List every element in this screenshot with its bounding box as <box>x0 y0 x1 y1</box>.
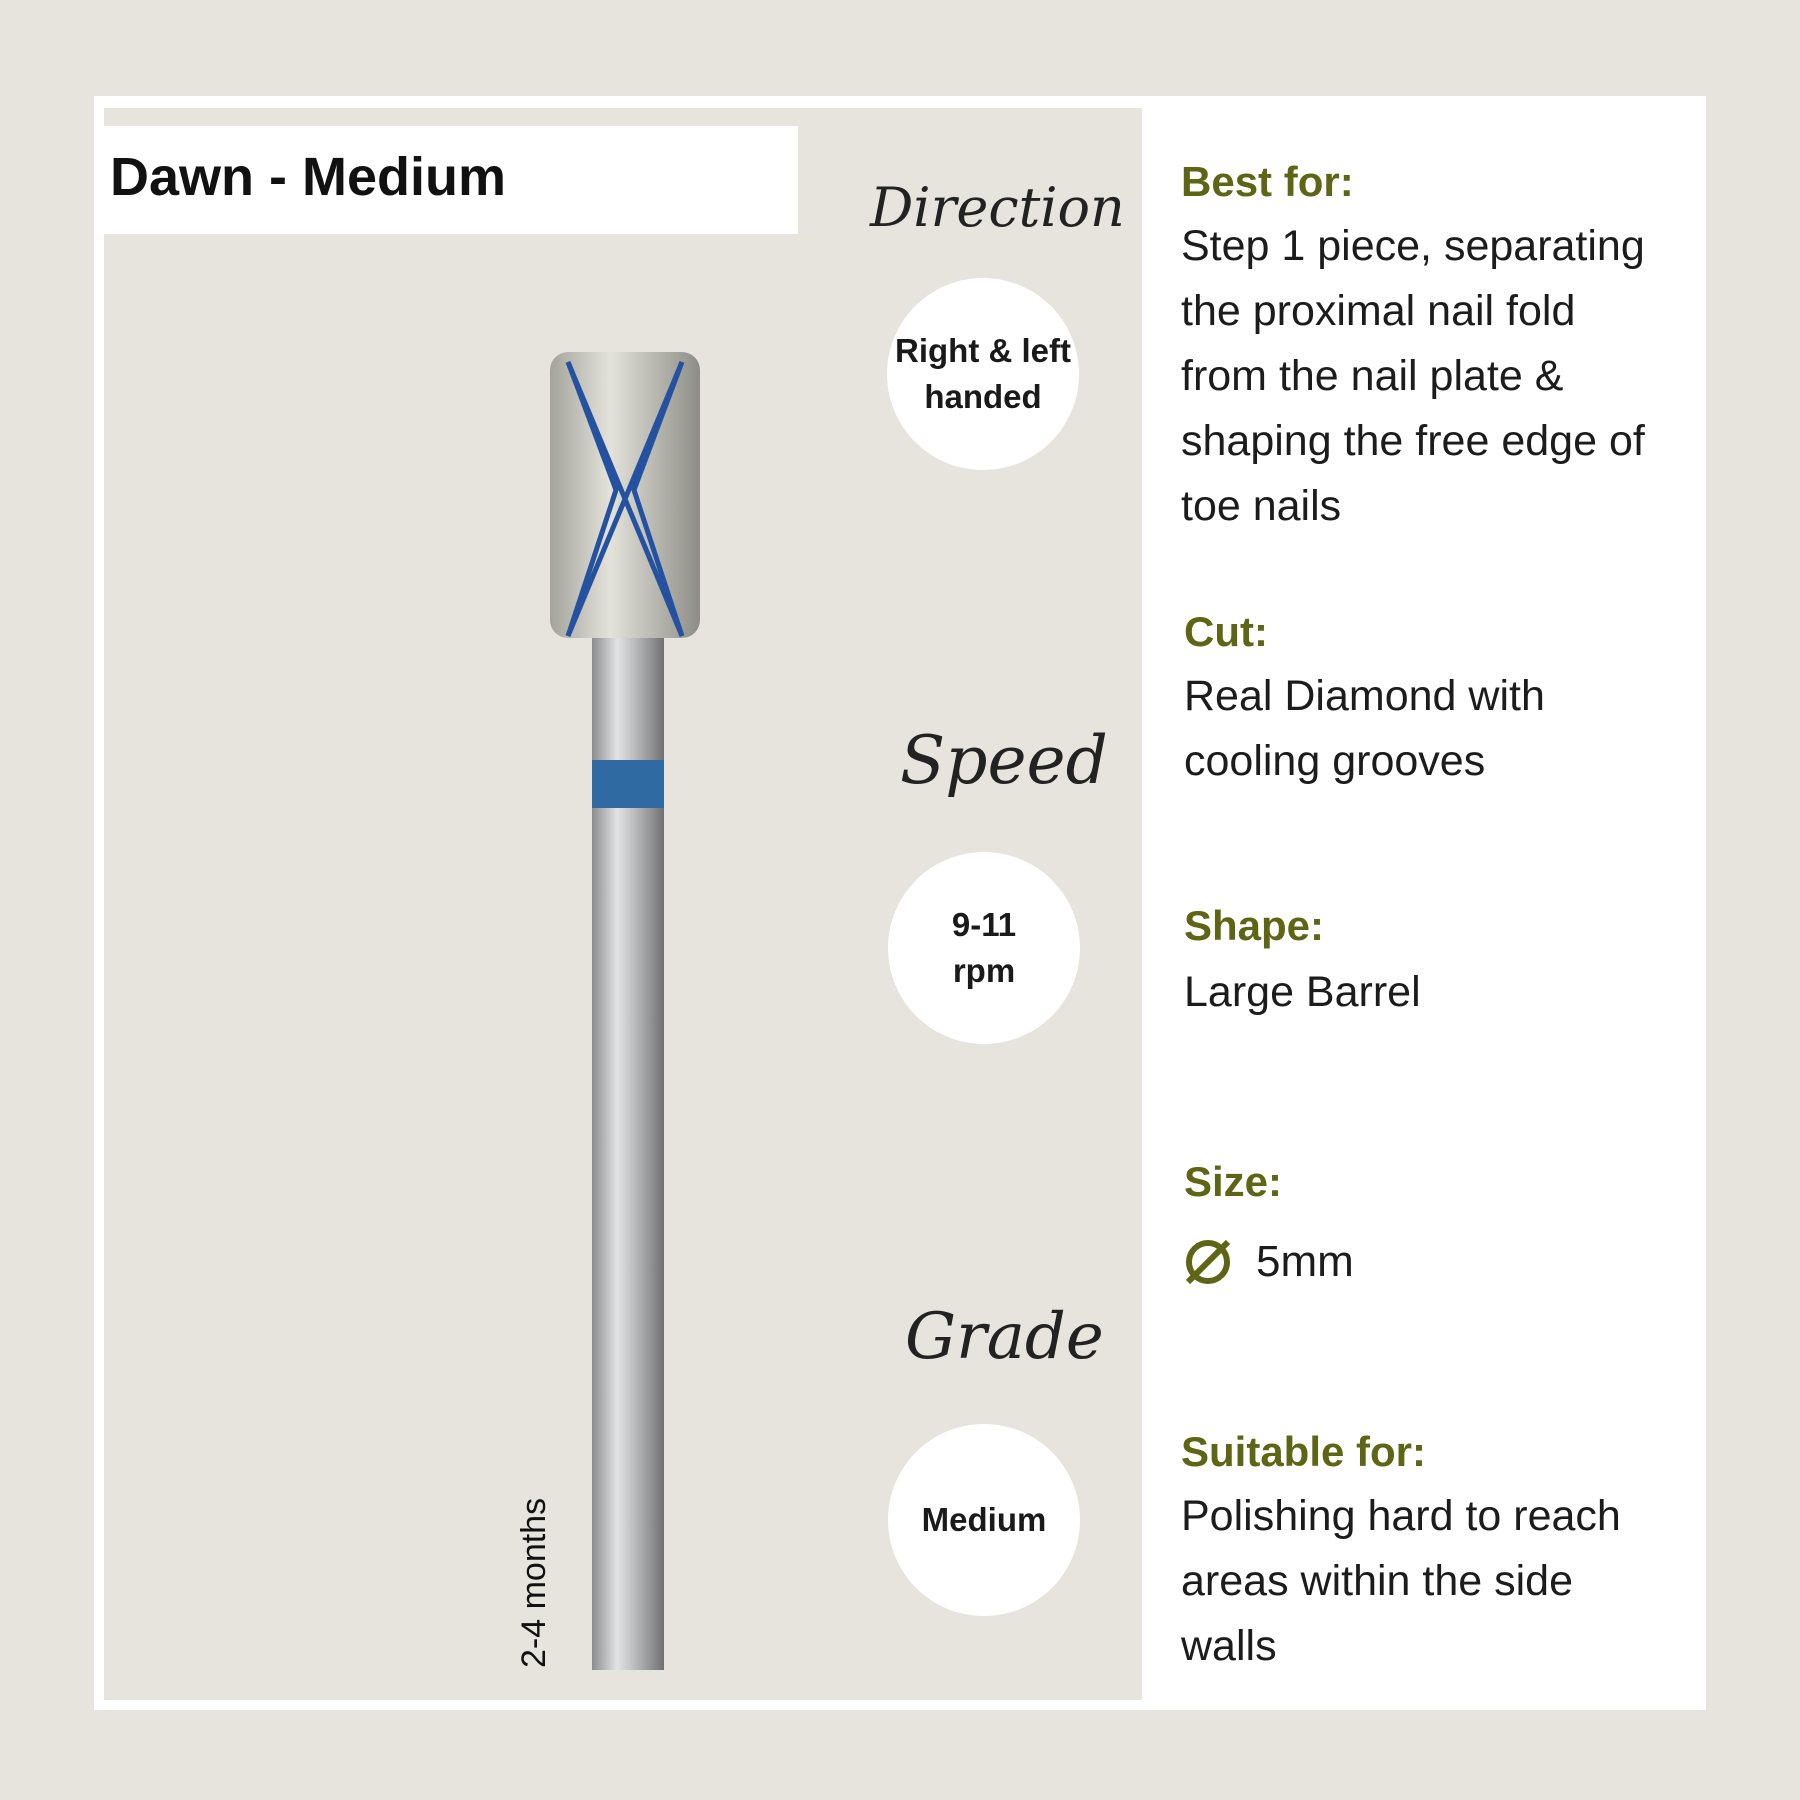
speed-heading: Speed <box>900 722 1108 799</box>
usage-period: 2-4 months <box>515 1497 553 1668</box>
cut-value: Real Diamond with cooling grooves <box>1184 672 1545 785</box>
speed-badge <box>888 852 1080 1044</box>
size-value: 5mm <box>1256 1237 1354 1286</box>
grade-badge <box>888 1424 1080 1616</box>
drill-bit-image <box>520 340 700 1670</box>
suitable-for-value: Polishing hard to reach areas within the side walls <box>1181 1492 1621 1670</box>
diameter-icon <box>1182 1236 1234 1288</box>
best-for-label: Best for: <box>1181 158 1354 205</box>
shape-label: Shape: <box>1184 902 1325 949</box>
direction-badge <box>887 278 1079 470</box>
cut-label: Cut: <box>1184 608 1268 655</box>
product-title: Dawn - Medium <box>110 147 507 207</box>
shape-value: Large Barrel <box>1184 968 1421 1016</box>
grade-heading: Grade <box>905 1300 1104 1374</box>
direction-heading: Direction <box>870 176 1125 239</box>
best-for-value: Step 1 piece, separating the proximal nail fold from the nail plate & shaping the free edge of toe nails <box>1181 222 1645 530</box>
speed-value: 9-11 rpm <box>951 905 1017 989</box>
size-row <box>1182 1236 1354 1288</box>
suitable-for-label: Suitable for: <box>1181 1428 1427 1475</box>
size-label: Size: <box>1184 1158 1283 1205</box>
direction-value: Right & left handed <box>895 331 1071 415</box>
grade-value: Medium <box>921 1500 1047 1538</box>
